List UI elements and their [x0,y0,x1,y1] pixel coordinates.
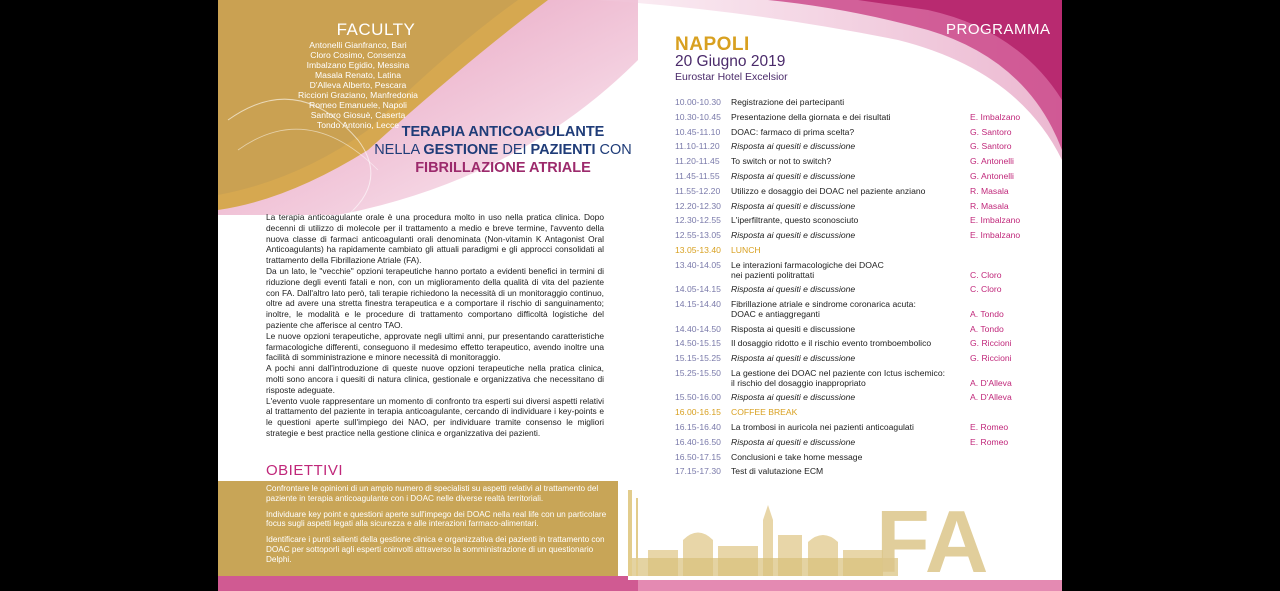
schedule-time: 10.00-10.30 [675,97,721,107]
schedule-time: 11.10-11.20 [675,141,720,152]
title-line-3: FIBRILLAZIONE ATRIALE [415,160,591,176]
schedule-row [675,452,1035,467]
schedule-activity: LUNCH [731,244,761,255]
schedule-time: 14.40-14.50 [675,323,721,334]
schedule-activity: Test di valutazione ECM [731,466,824,477]
schedule-time: 12.55-13.05 [675,230,721,241]
schedule-activity: Risposta ai quesiti e discussione [731,141,856,152]
schedule-time: 14.50-15.15 [675,338,721,349]
schedule-time: 13.05-13.40 [675,244,721,255]
schedule-activity: Risposta ai quesiti e discussione [731,353,856,364]
objective-item: Confrontare le opinioni di un ampio numero di specialisti su aspetti relativi al trattamento del paziente in terapia anticoagulante con i DOAC nelle diverse realtà territoriali. [266,484,599,503]
schedule-time: 11.45-11.55 [675,170,720,181]
schedule-activity: COFFEE BREAK [731,407,798,418]
schedule-speaker: G. Antonelli [970,170,1014,181]
schedule-row [675,171,1035,186]
schedule-time: 11.55-12.20 [675,185,721,196]
objectives-list [266,484,616,571]
schedule-row [675,466,1035,481]
schedule-activity: Conclusioni e take home message [731,451,863,462]
objective-item: Identificare i punti salienti della gestione clinica e organizzativa dei pazienti in trattamento con DOAC per sottoporli agli esperti coinvolti attraverso la somministrazione di un questionario Delphi. [266,535,605,564]
schedule-activity: Registrazione dei partecipanti [731,97,845,107]
schedule-time: 10.30-10.45 [675,111,721,122]
schedule-time: 15.50-16.00 [675,392,721,403]
faculty-member: D'Alleva Alberto, Pescara [309,80,407,90]
faculty-member: Riccioni Graziano, Manfredonia [298,90,418,100]
schedule-activity: La trombosi in auricola nei pazienti anticoagulati [731,422,914,433]
schedule-time: 15.25-15.50 [675,367,721,378]
schedule-row [675,156,1035,171]
schedule-speaker: G. Riccioni [970,353,1012,364]
faculty-list [258,40,458,130]
schedule-activity: Risposta ai quesiti e discussione [731,323,856,334]
schedule-time: 15.15-15.25 [675,353,721,364]
schedule-time: 12.20-12.30 [675,200,721,211]
schedule-row [675,112,1035,127]
schedule-row [675,407,1035,422]
intro-paragraph: A pochi anni dall'introduzione di queste nuove opzioni terapeutiche nella pratica clinica, molti sono ancora i quesiti di natura clinica, gestionale e organizzativa che necessitano di risposte adeguate. [266,363,604,395]
faculty-member: Tondo Antonio, Lecce [316,120,400,130]
schedule-speaker: R. Masala [970,185,1009,196]
schedule-speaker: G. Antonelli [970,156,1014,167]
schedule-row [675,368,1035,393]
schedule-row [675,201,1035,216]
schedule-row [675,260,1035,285]
schedule-row [675,284,1035,299]
schedule-row [675,422,1035,437]
schedule-speaker: E. Romeo [970,436,1009,447]
schedule-activity: Utilizzo e dosaggio dei DOAC nel paziente anziano [731,185,926,196]
faculty-member: Antonelli Gianfranco, Bari [309,40,407,50]
schedule-speaker: C. Cloro [970,284,1002,295]
event-venue: Eurostar Hotel Excelsior [675,71,788,83]
schedule-activity: Risposta ai quesiti e discussione [731,392,856,403]
schedule-speaker: E. Imbalzano [970,111,1021,122]
schedule-row [675,215,1035,230]
schedule-row [675,299,1035,324]
faculty-member: Imbalzano Egidio, Messina [306,60,410,70]
schedule-speaker: A. D'Alleva [970,392,1012,403]
schedule-time: 12.30-12.55 [675,215,721,226]
schedule-table [675,97,1035,481]
objective-item: Individuare key point e questioni aperte sull'impego dei DOAC nella real life con un particolare focus sugli aspetti legati alla sicurezza e alle interazioni farmaco-alimentari. [266,509,607,529]
naples-skyline-logo [628,480,1062,580]
schedule-speaker: A. Tondo [970,323,1004,334]
schedule-activity: Le interazioni farmacologiche dei DOAC nei pazienti politrattati [731,259,884,280]
schedule-speaker: G. Santoro [970,126,1012,137]
schedule-activity: To switch or not to switch? [731,156,832,167]
schedule-time: 10.45-11.10 [675,126,721,137]
faculty-member: Romeo Emanuele, Napoli [309,100,407,110]
schedule-row [675,127,1035,142]
schedule-speaker: G. Santoro [970,141,1012,152]
fa-logo: FA [876,492,989,580]
schedule-speaker: A. Tondo [970,309,1004,320]
schedule-time: 14.15-14.40 [675,299,721,310]
intro-text [266,212,604,439]
schedule-activity: Risposta ai quesiti e discussione [731,200,856,211]
schedule-row [675,141,1035,156]
faculty-member: Cloro Cosimo, Consenza [310,50,406,60]
intro-paragraph: La terapia anticoagulante orale è una procedura molto in uso nella pratica clinica. Dopo decenni di utilizzo di molecole per il trattamento a medio e breve termine, l'avvento della nuova classe di farmaci anticoagulanti orali denominata (Non-vitamin K Antagonist Oral Anticoagulants) ha rapidamente cambiato gli attuali paradigmi e gli approcci consolidati al trattamento della Fibrillazione Atriale (FA). [266,212,604,266]
schedule-activity: Fibrillazione atriale e sindrome coronarica acuta: DOAC e antiaggreganti [731,299,916,320]
brochure [218,0,1062,591]
schedule-time: 16.00-16.15 [675,407,721,418]
schedule-time: 17.15-17.30 [675,466,721,477]
faculty-title: FACULTY [336,20,416,39]
schedule-activity: Presentazione della giornata e dei risultati [731,111,891,122]
schedule-activity: Risposta ai quesiti e discussione [731,170,856,181]
intro-paragraph: Da un lato, le "vecchie" opzioni terapeutiche hanno portato a evidenti benefici in termini di riduzione degli eventi fatali e non, con un miglioramento della qualità di vita del paziente con FA. Dall'altro lato però, tali terapie richiedono la necessità di un monitoraggio continuo, oltre ad avere una stretta finestra terapeutica e a comportare il rischio di sanguinamento; inoltre, le modalità e le procedure di trattamento comportano difficoltà logistiche del paziente che afferisce al centro TAO. [266,265,604,330]
schedule-speaker: E. Romeo [970,422,1009,433]
event-date: 20 Giugno 2019 [675,53,786,70]
schedule-row [675,186,1035,201]
schedule-activity: Risposta ai quesiti e discussione [731,284,856,295]
schedule-row [675,245,1035,260]
schedule-activity: Il dosaggio ridotto e il rischio evento tromboembolico [731,338,932,349]
schedule-time: 16.40-16.50 [675,436,721,447]
schedule-row [675,324,1035,339]
schedule-time: 16.15-16.40 [675,422,721,433]
schedule-activity: DOAC: farmaco di prima scelta? [731,126,855,137]
schedule-row [675,437,1035,452]
schedule-time: 16.50-17.15 [675,451,721,462]
schedule-speaker: A. D'Alleva [970,377,1012,388]
intro-paragraph: L'evento vuole rappresentare un momento di confronto tra esperti sui diversi aspetti relativi al trattamento del paziente in terapia anticoagulante, cercando di individuare i key-points e le questioni aperte sull'impiego dei NAO, per individuare tramite consenso le migliori strategie e best practice nella gestione clinica e organizzativa dei pazienti. [266,395,604,438]
schedule-row [675,230,1035,245]
schedule-speaker: E. Imbalzano [970,230,1021,241]
schedule-row [675,97,1035,112]
schedule-row [675,338,1035,353]
faculty-member: Santoro Giosuè, Caserta [310,110,406,120]
schedule-activity: La gestione dei DOAC nel paziente con Ictus ischemico: il rischio del dosaggio inappropriato [731,367,946,388]
schedule-speaker: E. Imbalzano [970,215,1021,226]
schedule-activity: L'iperfiltrante, questo sconosciuto [731,215,859,226]
intro-paragraph: Le nuove opzioni terapeutiche, approvate negli ultimi anni, pur presentando caratteristiche farmacologiche differenti, conseguono il medesimo effetto terapeutico, avendo inoltre una facilità di somministrazione e minore necessità di monitoraggio. [266,330,604,363]
schedule-time: 14.05-14.15 [675,284,721,295]
schedule-time: 13.40-14.05 [675,259,721,270]
title-line-1: TERAPIA ANTICOAGULANTE [401,124,605,140]
schedule-speaker: R. Masala [970,200,1009,211]
schedule-row [675,353,1035,368]
objectives-title: OBIETTIVI [266,462,344,479]
programma-label: PROGRAMMA [946,21,1051,38]
event-city: NAPOLI [675,34,750,55]
schedule-speaker: C. Cloro [970,269,1002,280]
schedule-activity: Risposta ai quesiti e discussione [731,230,856,241]
schedule-time: 11.20-11.45 [675,156,720,167]
schedule-speaker: G. Riccioni [970,338,1012,349]
faculty-member: Masala Renato, Latina [315,70,401,80]
schedule-activity: Risposta ai quesiti e discussione [731,436,856,447]
title-line-2: NELLA GESTIONE DEI PAZIENTI CON [374,142,632,158]
schedule-row [675,392,1035,407]
